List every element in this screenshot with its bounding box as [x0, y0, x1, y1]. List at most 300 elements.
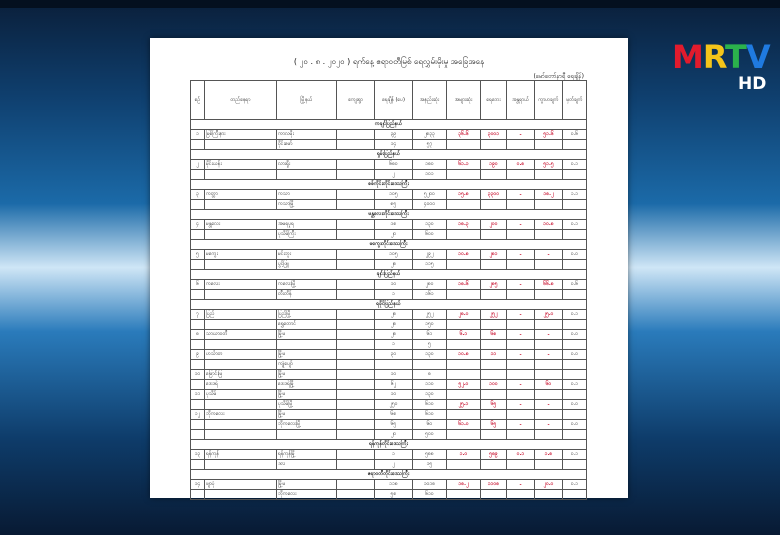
table-cell-c — [447, 490, 481, 500]
table-cell-name: မန္တလေး — [205, 220, 277, 230]
table-cell-sub: ဘိုကလေး — [277, 490, 337, 500]
table-section-row — [191, 470, 587, 480]
table-cell-g — [563, 230, 587, 240]
table-cell-e — [507, 170, 535, 180]
table-cell-f — [535, 370, 563, 380]
table-section-row — [191, 150, 587, 160]
table-cell-b — [413, 360, 447, 370]
table-section-row — [191, 210, 587, 220]
table-cell-b: ၁၃၀ — [413, 350, 447, 360]
table-cell-name — [205, 320, 277, 330]
table-cell-d — [481, 140, 507, 150]
table-cell-c — [447, 360, 481, 370]
table-cell-blank — [337, 260, 375, 270]
table-cell-blank — [337, 290, 375, 300]
table-row — [191, 420, 587, 430]
table-cell-no — [191, 420, 205, 430]
table-cell-a: ၂၈ — [375, 260, 413, 270]
table-cell-blank — [337, 130, 375, 140]
table-cell-g — [563, 290, 587, 300]
table-cell-sub: လားရှိုး — [277, 160, 337, 170]
table-section-row — [191, 300, 587, 310]
table-cell-c: ၁၈.၆ — [447, 280, 481, 290]
table-cell-g — [563, 390, 587, 400]
table-cell-d — [481, 320, 507, 330]
table-cell-c: ၁.၀ — [447, 450, 481, 460]
table-cell-no — [191, 400, 205, 410]
table-cell-blank — [337, 200, 375, 210]
table-cell-blank — [337, 430, 375, 440]
table-cell-no: ၁၁ — [191, 390, 205, 400]
table-cell-sub: ကလေးမြို့ — [277, 280, 337, 290]
table-cell-blank — [337, 350, 375, 360]
table-cell-a: ၂ — [375, 460, 413, 470]
table-cell-b: ၅၈၈ — [413, 450, 447, 460]
table-cell-g — [563, 200, 587, 210]
table-cell-a: ၆၈၀ — [375, 160, 413, 170]
table-cell-name: ကလေး — [205, 280, 277, 290]
section-title: ချင်းပြည်နယ် — [191, 270, 587, 280]
table-cell-no: ၇ — [191, 310, 205, 320]
table-cell-blank — [337, 410, 375, 420]
table-cell-d — [481, 290, 507, 300]
table-cell-f — [535, 460, 563, 470]
table-cell-sub — [277, 170, 337, 180]
table-cell-c — [447, 390, 481, 400]
table-cell-e — [507, 430, 535, 440]
table-cell-e: - — [507, 310, 535, 320]
table-cell-blank — [337, 420, 375, 430]
table-cell-e: - — [507, 280, 535, 290]
table-cell-b: ၁၆၁ — [413, 290, 447, 300]
table-row — [191, 330, 587, 340]
table-cell-d: ၁၁၀၈ — [481, 480, 507, 490]
table-cell-sub: ကသာမြို့ — [277, 200, 337, 210]
table-cell-c — [447, 320, 481, 330]
table-cell-a: ၁၄ — [375, 140, 413, 150]
table-cell-d: ၁၁ — [481, 350, 507, 360]
table-cell-d: ၆၅ — [481, 400, 507, 410]
table-cell-blank — [337, 380, 375, 390]
table-cell-d — [481, 360, 507, 370]
table-cell-e — [507, 340, 535, 350]
table-cell-c — [447, 370, 481, 380]
table-cell-name — [205, 340, 277, 350]
table-cell-sub: ဒလ — [277, 460, 337, 470]
table-cell-c: ၁၅.၈ — [447, 190, 481, 200]
table-cell-name: ရန်ကုန် — [205, 450, 277, 460]
table-cell-sub: ဘိုကလေးမြို့ — [277, 420, 337, 430]
table-cell-a: ၂ — [375, 170, 413, 180]
table-cell-d — [481, 490, 507, 500]
table-cell-b: ၁၀၁ — [413, 170, 447, 180]
table-cell-a: ၂၈ — [375, 320, 413, 330]
table-cell-name: ပုသိမ် — [205, 390, 277, 400]
table-cell-name — [205, 420, 277, 430]
table-cell-sub: ပုသိမ်ကြီး — [277, 230, 337, 240]
table-cell-name: မြစ်ကြီးနား — [205, 130, 277, 140]
table-cell-a: ၂၀ — [375, 430, 413, 440]
table-cell-d — [481, 390, 507, 400]
table-cell-a: ၆၅ — [375, 420, 413, 430]
table-cell-c: ၂၅.၁ — [447, 400, 481, 410]
table-cell-sub: တီးတိန် — [277, 290, 337, 300]
channel-logo-letters: MRTV — [672, 38, 770, 76]
table-cell-name — [205, 260, 277, 270]
table-cell-g: ၀.၁ — [563, 220, 587, 230]
table-cell-no — [191, 320, 205, 330]
table-cell-b: ၆၁၀ — [413, 410, 447, 420]
table-cell-f: ၆၆.၈ — [535, 280, 563, 290]
table-cell-a — [375, 360, 413, 370]
table-cell-c — [447, 410, 481, 420]
table-cell-d — [481, 430, 507, 440]
table-cell-sub: ကသာ — [277, 190, 337, 200]
table-cell-c — [447, 340, 481, 350]
table-cell-g: ၁.၁ — [563, 190, 587, 200]
table-cell-f — [535, 360, 563, 370]
table-cell-g — [563, 460, 587, 470]
table-row — [191, 260, 587, 270]
table-cell-e — [507, 410, 535, 420]
table-cell-name: ပြည် — [205, 310, 277, 320]
table-cell-g — [563, 340, 587, 350]
table-cell-c — [447, 140, 481, 150]
table-cell-blank — [337, 190, 375, 200]
table-cell-e — [507, 290, 535, 300]
table-cell-e — [507, 490, 535, 500]
table-cell-e: - — [507, 130, 535, 140]
table-cell-blank — [337, 220, 375, 230]
table-cell-sub: ပုသိမ်မြို့ — [277, 400, 337, 410]
table-cell-e: - — [507, 250, 535, 260]
table-cell-d: ၂၅၂ — [481, 310, 507, 320]
table-cell-b: ၆၀ — [413, 420, 447, 430]
table-cell-blank — [337, 230, 375, 240]
table-cell-name — [205, 170, 277, 180]
table-cell-a: ၈၅ — [375, 200, 413, 210]
table-cell-f: - — [535, 400, 563, 410]
table-cell-e: - — [507, 420, 535, 430]
table-cell-d — [481, 370, 507, 380]
table-row — [191, 160, 587, 170]
table-cell-b: ၄၀၀၀ — [413, 200, 447, 210]
table-cell-a: ၁၈ — [375, 220, 413, 230]
table-row — [191, 380, 587, 390]
table-cell-blank — [337, 390, 375, 400]
document-title: ( ၂၀ . ၈ . ၂၀၂၀ ) ရက်နေ့ ဧရာဝတီမြစ် ရေလွှမ်းမိုးမှု အခြေအနေ — [293, 57, 485, 66]
table-cell-b: ၁၈၀ — [413, 160, 447, 170]
table-cell-sub — [277, 430, 337, 440]
table-section-row — [191, 180, 587, 190]
table-cell-g: ၀.၀ — [563, 330, 587, 340]
table-cell-f — [535, 170, 563, 180]
table-cell-no: ၁၀ — [191, 370, 205, 380]
table-cell-g: ၀.၀ — [563, 250, 587, 260]
table-cell-d: ၂၀၀ — [481, 220, 507, 230]
table-cell-g — [563, 170, 587, 180]
table-cell-no — [191, 200, 205, 210]
table-cell-f: ၂၅.၀ — [535, 310, 563, 320]
table-cell-no: ၉ — [191, 350, 205, 360]
header-cell: ကွာဟချက် — [535, 81, 563, 120]
table-cell-g — [563, 430, 587, 440]
table-cell-f: ၁.၈ — [535, 450, 563, 460]
table-cell-name: သာယာဝတီ — [205, 330, 277, 340]
table-cell-c: ၃၆.၆ — [447, 130, 481, 140]
table-cell-no — [191, 430, 205, 440]
table-cell-e — [507, 260, 535, 270]
table-cell-a: ၆၈ — [375, 410, 413, 420]
table-cell-c — [447, 290, 481, 300]
table-cell-g: ၀.၁ — [563, 310, 587, 320]
table-cell-name: ဟင်္သာတ — [205, 350, 277, 360]
table-cell-blank — [337, 310, 375, 320]
table-cell-a: ၂၀ — [375, 230, 413, 240]
flood-table — [190, 80, 587, 500]
table-cell-e — [507, 370, 535, 380]
table-cell-sub: မြို့မ — [277, 480, 337, 490]
table-cell-blank — [337, 250, 375, 260]
table-cell-d — [481, 230, 507, 240]
table-cell-a: ၁ — [375, 340, 413, 350]
table-cell-e — [507, 230, 535, 240]
table-row — [191, 290, 587, 300]
section-title: ရှမ်းပြည်နယ် — [191, 150, 587, 160]
table-cell-e: - — [507, 480, 535, 490]
table-cell-c — [447, 170, 481, 180]
table-row — [191, 190, 587, 200]
table-cell-c: ၆၁.၁ — [447, 160, 481, 170]
table-cell-sub: ပြည်မြို့ — [277, 310, 337, 320]
table-section-row — [191, 240, 587, 250]
table-cell-name: ဖျာပုံ — [205, 480, 277, 490]
table-cell-name — [205, 140, 277, 150]
table-cell-a: ၁ — [375, 290, 413, 300]
table-row — [191, 230, 587, 240]
table-cell-blank — [337, 320, 375, 330]
table-cell-d — [481, 260, 507, 270]
section-title: ရန်ကုန်တိုင်းဒေသကြီး — [191, 440, 587, 450]
table-cell-name: ဘိုကလေး — [205, 410, 277, 420]
header-cell: ကျေးရွာ — [337, 81, 375, 120]
section-title: ရခိုင်ပြည်နယ် — [191, 300, 587, 310]
table-cell-g: ၀.၀ — [563, 350, 587, 360]
table-cell-d: ၁၀၀ — [481, 380, 507, 390]
table-cell-g — [563, 490, 587, 500]
table-cell-e: - — [507, 350, 535, 360]
table-cell-sub: ရန်ကုန်မြို့ — [277, 450, 337, 460]
table-cell-e — [507, 360, 535, 370]
table-cell-c — [447, 460, 481, 470]
document-page — [150, 38, 628, 498]
table-cell-c — [447, 430, 481, 440]
table-cell-c — [447, 260, 481, 270]
table-cell-g: ၀.၆ — [563, 280, 587, 290]
table-cell-d: ၆၈ — [481, 330, 507, 340]
table-cell-e: - — [507, 220, 535, 230]
table-cell-b: ၂၉၂ — [413, 250, 447, 260]
table-cell-c: ၆.၁ — [447, 330, 481, 340]
table-cell-d: ၃၃၀၀ — [481, 190, 507, 200]
table-cell-no — [191, 380, 205, 390]
table-cell-name — [205, 230, 277, 240]
table-cell-no — [191, 170, 205, 180]
table-cell-no: ၃ — [191, 190, 205, 200]
header-cell: မှတ်ချက် — [563, 81, 587, 120]
table-cell-name — [205, 360, 277, 370]
table-cell-c — [447, 200, 481, 210]
table-cell-no: ၈ — [191, 330, 205, 340]
section-title: စစ်ကိုင်းတိုင်းဒေသကြီး — [191, 180, 587, 190]
table-cell-c: ၁၀.၈ — [447, 250, 481, 260]
table-cell-blank — [337, 340, 375, 350]
table-cell-sub: မြို့မ — [277, 370, 337, 380]
table-cell-g: ၀.၀ — [563, 420, 587, 430]
table-cell-f: - — [535, 420, 563, 430]
table-cell-b: ၂၅၂ — [413, 310, 447, 320]
table-cell-blank — [337, 400, 375, 410]
table-cell-blank — [337, 160, 375, 170]
table-cell-name — [205, 490, 277, 500]
table-cell-d — [481, 410, 507, 420]
table-cell-b: ၆၀၀ — [413, 230, 447, 240]
document-note: (မော်တော်နာရီ ရေချိန်) — [533, 73, 584, 80]
table-cell-g — [563, 410, 587, 420]
table-cell-no — [191, 340, 205, 350]
table-cell-sub: မြို့မ — [277, 350, 337, 360]
table-cell-f: - — [535, 330, 563, 340]
table-row — [191, 170, 587, 180]
table-header — [191, 81, 587, 120]
table-row — [191, 490, 587, 500]
table-cell-g: ၀.၁ — [563, 480, 587, 490]
table-cell-sub: ပွင့်ဖြူ — [277, 260, 337, 270]
table-cell-blank — [337, 450, 375, 460]
table-row — [191, 250, 587, 260]
table-cell-e — [507, 140, 535, 150]
table-cell-name: မိုင်းယန်း — [205, 160, 277, 170]
table-row — [191, 350, 587, 360]
table-cell-d: ၆၅ — [481, 420, 507, 430]
table-cell-f — [535, 390, 563, 400]
header-cell: တည်နေရာ — [205, 81, 277, 120]
table-body — [191, 120, 587, 500]
header-cell: ရေချိန် (ပေ) — [375, 81, 413, 120]
table-cell-no: ၄ — [191, 220, 205, 230]
table-cell-g — [563, 360, 587, 370]
table-row — [191, 310, 587, 320]
table-cell-a: ၁၀ — [375, 390, 413, 400]
table-cell-c: ၁၈.၃ — [447, 220, 481, 230]
table-row — [191, 390, 587, 400]
table-cell-name: ဒေးဒရဲ — [205, 380, 277, 390]
table-row — [191, 140, 587, 150]
table-cell-f: ၅၁.၅ — [535, 160, 563, 170]
table-cell-sub — [277, 340, 337, 350]
table-cell-g — [563, 140, 587, 150]
table-cell-d: ၁၉၀ — [481, 160, 507, 170]
table-cell-name — [205, 290, 277, 300]
table-row — [191, 460, 587, 470]
table-cell-a: ၁၀ — [375, 280, 413, 290]
section-title: ဧရာဝတီတိုင်းဒေသကြီး — [191, 470, 587, 480]
table-cell-e: ၀.၈ — [507, 160, 535, 170]
table-cell-e — [507, 390, 535, 400]
table-cell-e: - — [507, 190, 535, 200]
table-cell-d: ၃၀၀၁ — [481, 130, 507, 140]
table-cell-sub: ရွှေတောင် — [277, 320, 337, 330]
table-cell-e: - — [507, 400, 535, 410]
table-cell-b: ၆၁၀ — [413, 400, 447, 410]
table-cell-e — [507, 200, 535, 210]
table-cell-name: မကွေး — [205, 250, 277, 260]
header-cell: အနည်းဆုံး — [413, 81, 447, 120]
table-cell-g: ၀.၀ — [563, 400, 587, 410]
table-row — [191, 410, 587, 420]
table-cell-b: ၁၃၀ — [413, 220, 447, 230]
table-cell-blank — [337, 480, 375, 490]
table-cell-blank — [337, 170, 375, 180]
table-cell-no — [191, 290, 205, 300]
table-cell-f: ၂၀.၀ — [535, 480, 563, 490]
table-row — [191, 200, 587, 210]
table-cell-b: ၅၇ — [413, 140, 447, 150]
table-cell-g — [563, 260, 587, 270]
table-row — [191, 220, 587, 230]
table-cell-blank — [337, 140, 375, 150]
table-cell-f: - — [535, 250, 563, 260]
table-cell-f: ၁၀.၈ — [535, 220, 563, 230]
table-cell-d — [481, 460, 507, 470]
table-cell-b: ၂၈၀ — [413, 280, 447, 290]
table-cell-no: ၁ — [191, 130, 205, 140]
table-cell-g — [563, 370, 587, 380]
table-cell-sub: ကျုံပျော် — [277, 360, 337, 370]
table-cell-blank — [337, 360, 375, 370]
table-cell-no: ၁၄ — [191, 480, 205, 490]
table-cell-g: ၀.၁ — [563, 380, 587, 390]
section-title: မကွေးတိုင်းဒေသကြီး — [191, 240, 587, 250]
table-cell-f: ၁၈.၂ — [535, 190, 563, 200]
table-cell-d: ၅၈၉ — [481, 450, 507, 460]
table-cell-b: ၆၁ — [413, 330, 447, 340]
table-cell-f — [535, 430, 563, 440]
table-cell-blank — [337, 370, 375, 380]
table-cell-no: ၁၂ — [191, 410, 205, 420]
table-section-row — [191, 120, 587, 130]
table-cell-a: ၃၀ — [375, 350, 413, 360]
table-row — [191, 360, 587, 370]
table-cell-sub: မြို့မ — [277, 390, 337, 400]
table-cell-c — [447, 230, 481, 240]
table-cell-b: ၅၀၀ — [413, 430, 447, 440]
header-cell: ရေဘေး — [481, 81, 507, 120]
table-cell-no — [191, 460, 205, 470]
table-cell-e — [507, 460, 535, 470]
header-cell: စဉ် — [191, 81, 205, 120]
table-cell-blank — [337, 490, 375, 500]
table-cell-no: ၁၃ — [191, 450, 205, 460]
table-cell-blank — [337, 280, 375, 290]
table-cell-f — [535, 200, 563, 210]
table-cell-f: - — [535, 350, 563, 360]
table-cell-f — [535, 320, 563, 330]
table-cell-a: ၁၀၅ — [375, 250, 413, 260]
table-cell-d — [481, 170, 507, 180]
table-row — [191, 130, 587, 140]
table-cell-b: ၈ — [413, 370, 447, 380]
